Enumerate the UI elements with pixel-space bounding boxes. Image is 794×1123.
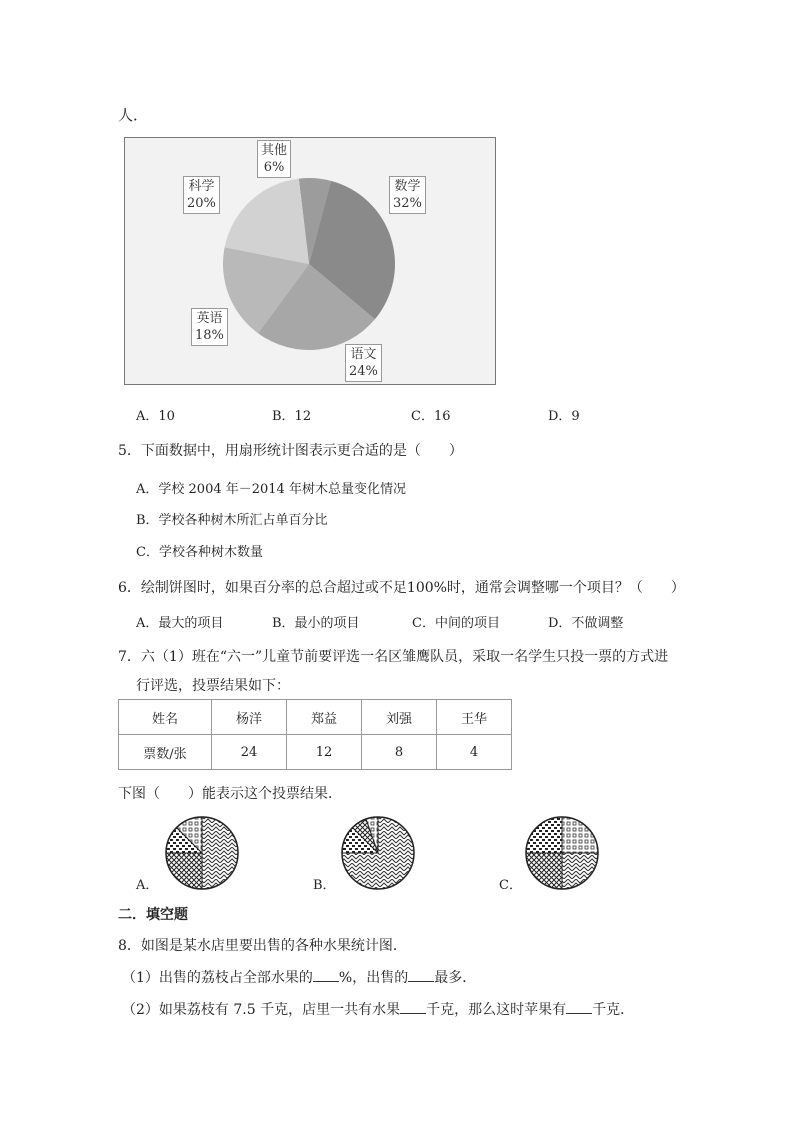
pie-label-science (183, 176, 220, 214)
pie-label-other-value: 6% (263, 160, 285, 175)
q4-option-b[interactable]: B．12 (272, 409, 312, 424)
pie-label-science-name: 科学 (188, 179, 215, 194)
section-title: 二．填空题 (118, 907, 188, 923)
q6-stem: 6．绘制饼图时，如果百分率的总合超过或不足100%时，通常会调整哪一个项目？（ ） (118, 580, 685, 596)
q7-option-c-label[interactable]: C． (499, 878, 522, 893)
pie-label-math-value: 32% (393, 196, 422, 211)
q8-sub2 (122, 999, 634, 1019)
q7-prompt: 下图（ ）能表示这个投票结果． (118, 786, 342, 802)
q8-sub1-text-a: （1）出售的荔枝占全部水果的 (122, 970, 313, 986)
pie-label-english-name: 英语 (196, 311, 223, 326)
q8-sub1-text-b: %，出售的 (338, 970, 409, 986)
q7-stem-line2: 行评选，投票结果如下： (136, 678, 290, 694)
q8-sub1-text-c: 最多． (434, 970, 477, 986)
vote-table-cell: 12 (287, 735, 362, 770)
vote-table-cell: 刘强 (362, 700, 437, 735)
pie-label-other (257, 140, 291, 178)
q4-option-a[interactable]: A．10 (136, 409, 175, 424)
q8-sub2-text-a: （2）如果荔枝有 7.5 千克，店里一共有水果 (122, 1002, 401, 1018)
pie-label-math (389, 176, 426, 214)
q8-blank-4[interactable] (566, 999, 592, 1014)
q8-sub2-text-b: 千克，那么这时苹果有 (426, 1002, 567, 1018)
subject-pie-chart (125, 138, 497, 386)
pie-label-chinese-name: 语文 (350, 347, 377, 362)
pie-label-english (191, 308, 228, 346)
pie-label-chinese-value: 24% (349, 364, 378, 379)
vote-table (118, 699, 512, 770)
vote-table-cell: 王华 (437, 700, 512, 735)
q6-option-d[interactable]: D．不做调整 (548, 616, 624, 631)
q8-blank-3[interactable] (400, 999, 426, 1014)
q5-option-c[interactable]: C．学校各种树木数量 (136, 545, 263, 560)
q7-option-a-pie[interactable] (164, 815, 240, 891)
q7-stem-line1: 7．六（1）班在“六一”儿童节前要评选一名区雏鹰队员，采取一名学生只投一票的方式进 (118, 649, 669, 665)
q8-blank-2[interactable] (408, 967, 434, 982)
q7-option-a-label[interactable]: A． (136, 878, 159, 893)
q5-option-a[interactable]: A．学校 2004 年－2014 年树木总量变化情况 (136, 482, 406, 497)
vote-table-cell: 票数/张 (119, 735, 212, 770)
q4-option-c[interactable]: C．16 (411, 409, 451, 424)
q6-option-a[interactable]: A．最大的项目 (136, 616, 224, 631)
pie-label-chinese (345, 344, 382, 382)
q4-option-d[interactable]: D．9 (548, 409, 580, 424)
q7-option-c-pie[interactable] (524, 815, 600, 891)
q8-stem: 8．如图是某水店里要出售的各种水果统计图． (118, 938, 407, 954)
q8-blank-1[interactable] (313, 967, 339, 982)
q5-stem: 5．下面数据中，用扇形统计图表示更合适的是（ ） (118, 443, 463, 459)
vote-table-data-row (119, 735, 512, 770)
vote-table-cell: 24 (212, 735, 287, 770)
subject-pie-chart-frame (124, 137, 496, 385)
q5-option-b[interactable]: B．学校各种树木所汇占单百分比 (136, 513, 328, 528)
vote-table-cell: 8 (362, 735, 437, 770)
q8-sub1 (122, 967, 476, 987)
q4-tail-text: 人． (118, 106, 149, 124)
q6-option-b[interactable]: B．最小的项目 (272, 616, 360, 631)
vote-table-header-row (119, 700, 512, 735)
vote-table-cell: 姓名 (119, 700, 212, 735)
q7-option-b-label[interactable]: B． (313, 878, 336, 893)
vote-table-cell: 郑益 (287, 700, 362, 735)
q7-option-b-pie[interactable] (340, 815, 416, 891)
pie-label-math-name: 数学 (394, 179, 421, 194)
pie-label-other-name: 其他 (261, 143, 288, 158)
vote-table-cell: 4 (437, 735, 512, 770)
vote-table-cell: 杨洋 (212, 700, 287, 735)
pie-label-science-value: 20% (187, 196, 216, 211)
pie-label-english-value: 18% (195, 328, 224, 343)
q8-sub2-text-c: 千克． (592, 1002, 635, 1018)
q6-option-c[interactable]: C．中间的项目 (412, 616, 500, 631)
